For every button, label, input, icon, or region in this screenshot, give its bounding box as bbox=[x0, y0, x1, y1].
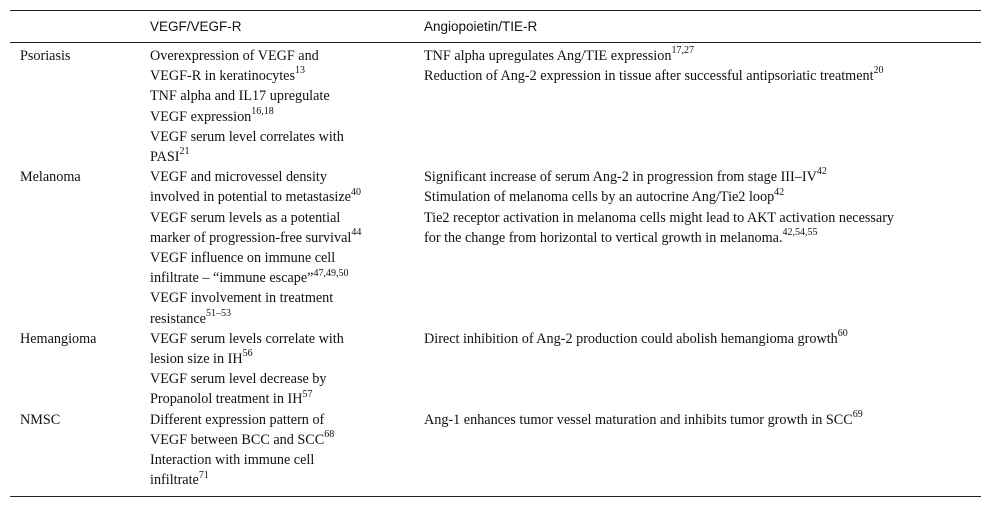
line-text: Overexpression of VEGF and bbox=[150, 48, 319, 64]
disease-cell: Melanoma bbox=[20, 169, 81, 186]
table-row bbox=[10, 43, 981, 168]
disease-cell: Psoriasis bbox=[20, 48, 71, 64]
line-text: VEGF serum level decrease by bbox=[150, 371, 327, 388]
table-row bbox=[10, 329, 981, 410]
reference-superscript: 60 bbox=[837, 328, 848, 340]
reference-superscript: 44 bbox=[351, 227, 362, 239]
line-text: TNF alpha upregulates Ang/TIE expression bbox=[424, 48, 672, 64]
cell-line bbox=[150, 107, 424, 127]
cell-line bbox=[150, 268, 424, 288]
cell-line bbox=[150, 187, 424, 207]
reference-superscript: 16,18 bbox=[251, 105, 274, 117]
disease-cell: Hemangioma bbox=[20, 330, 97, 347]
cell-line bbox=[150, 66, 424, 86]
comparison-table bbox=[10, 10, 981, 497]
reference-superscript: 51–53 bbox=[205, 307, 231, 319]
reference-superscript: 42,54,55 bbox=[782, 227, 818, 239]
reference-superscript: 57 bbox=[302, 388, 313, 400]
line-text: PASI bbox=[150, 149, 180, 166]
cell-line bbox=[150, 208, 424, 228]
cell-line bbox=[150, 369, 424, 389]
line-text: Ang-1 enhances tumor vessel maturation and inhibits tumor growth in SCC bbox=[424, 411, 853, 428]
vegf-cell bbox=[150, 329, 424, 410]
cell-line bbox=[424, 167, 981, 187]
cell-line bbox=[150, 46, 424, 66]
line-text: lesion size in IH bbox=[150, 351, 243, 368]
line-text: for the change from horizontal to vertical growth in melanoma. bbox=[424, 229, 783, 246]
cell-line bbox=[424, 66, 981, 86]
reference-superscript: 42 bbox=[816, 166, 827, 178]
cell-line bbox=[424, 410, 981, 430]
angiopoietin-cell bbox=[424, 410, 981, 497]
angiopoietin-cell bbox=[424, 329, 981, 410]
reference-superscript: 42 bbox=[774, 186, 785, 198]
line-text: VEGF serum level correlates with bbox=[150, 128, 344, 145]
line-text: TNF alpha and IL17 upregulate bbox=[150, 88, 330, 105]
reference-superscript: 21 bbox=[179, 146, 190, 158]
line-text: Tie2 receptor activation in melanoma cells might lead to AKT activation necessary bbox=[424, 209, 895, 226]
cell-line bbox=[150, 86, 424, 106]
header-row bbox=[10, 11, 981, 43]
reference-superscript: 40 bbox=[350, 186, 361, 198]
cell-line bbox=[424, 329, 981, 349]
line-text: Direct inhibition of Ang-2 production could abolish hemangioma growth bbox=[424, 330, 838, 347]
angiopoietin-cell bbox=[424, 167, 981, 329]
cell-line bbox=[150, 450, 424, 470]
vegf-cell bbox=[150, 410, 424, 497]
reference-superscript: 71 bbox=[198, 469, 209, 481]
reference-superscript: 13 bbox=[295, 65, 305, 77]
reference-superscript: 20 bbox=[873, 65, 884, 77]
cell-line bbox=[150, 389, 424, 409]
line-text: Different expression pattern of bbox=[150, 411, 325, 428]
table-container bbox=[10, 10, 981, 497]
header-disease bbox=[10, 11, 150, 43]
cell-line bbox=[150, 309, 424, 329]
cell-line bbox=[150, 167, 424, 187]
cell-line bbox=[424, 228, 981, 248]
cell-line bbox=[424, 46, 981, 66]
cell-line bbox=[150, 470, 424, 490]
line-text: VEGF between BCC and SCC bbox=[150, 431, 325, 448]
cell-line bbox=[424, 208, 981, 228]
line-text: VEGF influence on immune cell bbox=[150, 250, 336, 267]
line-text: VEGF involvement in treatment bbox=[150, 290, 334, 307]
vegf-cell bbox=[150, 43, 424, 168]
line-text: infiltrate bbox=[150, 472, 199, 489]
cell-line bbox=[424, 187, 981, 207]
reference-superscript: 68 bbox=[324, 429, 335, 441]
cell-line bbox=[150, 410, 424, 430]
table-row bbox=[10, 167, 981, 329]
header-vegf: VEGF/VEGF-R bbox=[150, 11, 424, 43]
cell-line bbox=[150, 288, 424, 308]
angiopoietin-cell bbox=[424, 43, 981, 168]
line-text: VEGF expression bbox=[150, 108, 252, 125]
line-text: VEGF serum levels as a potential bbox=[150, 209, 341, 226]
disease-cell: NMSC bbox=[10, 410, 150, 497]
reference-superscript: 69 bbox=[852, 408, 863, 420]
cell-line bbox=[150, 147, 424, 167]
line-text: Interaction with immune cell bbox=[150, 452, 315, 469]
reference-superscript: 56 bbox=[242, 348, 253, 360]
line-text: Reduction of Ang-2 expression in tissue after successful antipsoriatic treatment bbox=[424, 68, 874, 85]
line-text: infiltrate – “immune escape” bbox=[150, 270, 314, 287]
line-text: Propanolol treatment in IH bbox=[150, 391, 303, 408]
vegf-cell bbox=[150, 167, 424, 329]
line-text: VEGF serum levels correlate with bbox=[150, 330, 344, 347]
reference-superscript: 47,49,50 bbox=[313, 267, 349, 279]
cell-line bbox=[150, 349, 424, 369]
line-text: VEGF and microvessel density bbox=[150, 169, 327, 186]
line-text: VEGF-R in keratinocytes bbox=[150, 68, 295, 85]
reference-superscript: 17,27 bbox=[671, 45, 694, 57]
line-text: involved in potential to metastasize bbox=[150, 189, 351, 206]
cell-line bbox=[150, 228, 424, 248]
line-text: resistance bbox=[150, 310, 206, 327]
header-angiopoietin: Angiopoietin/TIE-R bbox=[424, 11, 981, 43]
line-text: Significant increase of serum Ang-2 in progression from stage III–IV bbox=[424, 169, 817, 186]
cell-line bbox=[150, 430, 424, 450]
cell-line bbox=[150, 127, 424, 147]
line-text: marker of progression-free survival bbox=[150, 229, 352, 246]
cell-line bbox=[150, 248, 424, 268]
cell-line bbox=[150, 329, 424, 349]
table-row bbox=[10, 410, 981, 497]
line-text: Stimulation of melanoma cells by an autocrine Ang/Tie2 loop bbox=[424, 189, 775, 206]
